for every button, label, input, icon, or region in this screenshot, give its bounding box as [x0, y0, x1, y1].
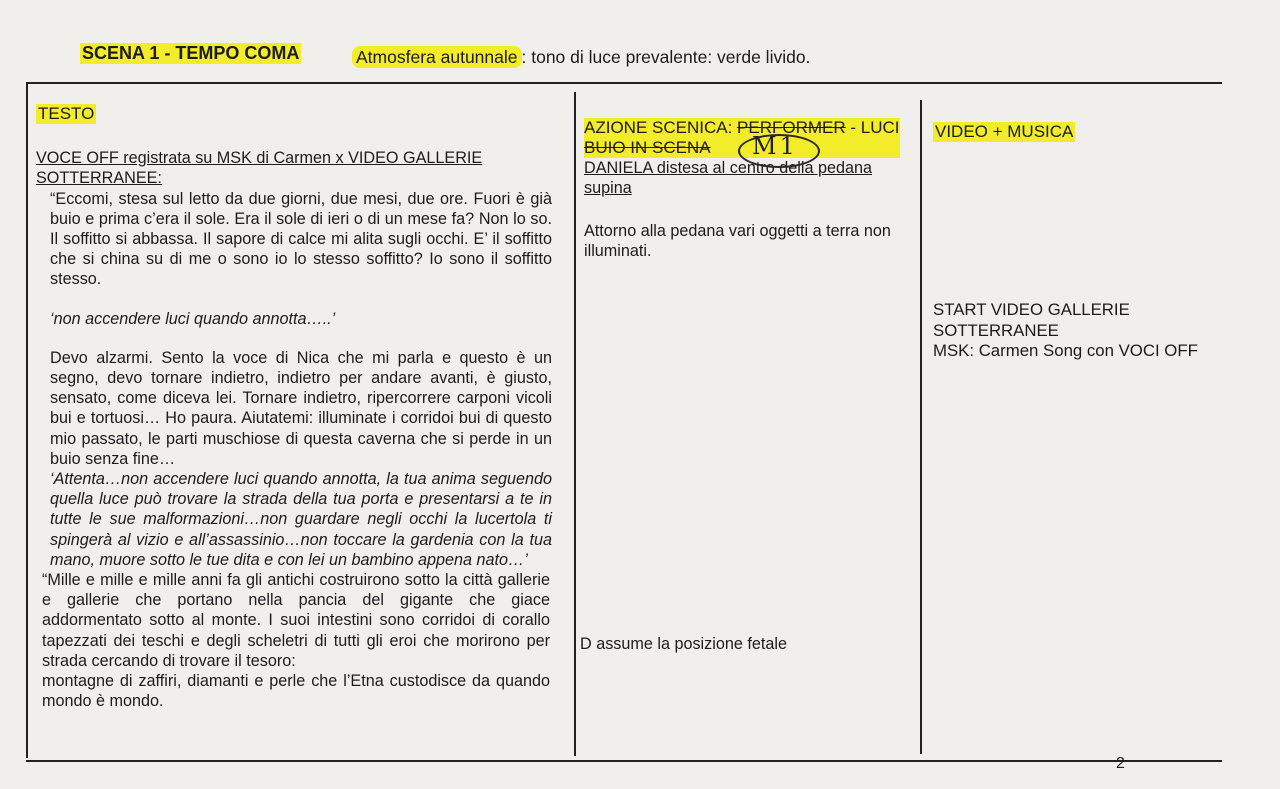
azione-header-luci: - LUCI — [845, 118, 900, 137]
paragraph-eccomi: “Eccomi, stesa sul letto da due giorni, due mesi, due ore. Fuori è già buio e prima c’era il sole. Era il sole di ieri o di un mese fa? Non lo so. Il soffitto si abbassa. Il sapore di calce mi alita sugli occhi. E’ il soffitto che si china su di me o sono io lo stesso soffitto? Io sono il soffitto stesso. — [50, 189, 552, 289]
atmosphere-label: Atmosfera autunnale — [352, 46, 522, 68]
testo-column — [36, 104, 552, 711]
azione-header-title: AZIONE SCENICA: — [584, 118, 738, 137]
paragraph-devo-alzarmi: Devo alzarmi. Sento la voce di Nica che mi parla e questo è un segno, devo tornare indietro, indietro per andare avanti, è giusto, sensato, come diceva lei. Tornare indietro, ripercorrere carponi vicoli bui e tortuosi… Ho paura. Aiutatemi: illuminate i corridoi bui di questo mio passato, le parti muschiose di questa caverna che si perde in un buio senza fine… — [50, 348, 552, 468]
paragraph-mille-anni: “Mille e mille e mille anni fa gli antichi costruirono sotto la città gallerie e gallerie che portano nella pancia del gigante che giace addormentato sotto al monte. I suoi intestini sono corridoi di corallo tapezzati dei teschi e degli scheletri di tutti gli eroi che morirono per strada cercando di trovare il tesoro: — [42, 571, 550, 670]
azione-daniela: DANIELA distesa al centro della pedana supina — [584, 159, 872, 198]
video-header: VIDEO + MUSICA — [935, 122, 1074, 141]
voice-off-intro: VOCE OFF registrata su MSK di Carmen x VIDEO GALLERIE SOTTERRANEE: — [36, 149, 483, 188]
table-border-left — [26, 82, 28, 758]
quote-non-accendere: ‘non accendere luci quando annotta…..’ — [50, 309, 336, 328]
paragraph-montagne: montagne di zaffiri, diamanti e perle che l’Etna custodisce da quando mondo è mondo. — [42, 672, 550, 711]
azione-oggetti: Attorno alla pedana vari oggetti a terra non illuminati. — [584, 221, 891, 260]
quote-attenta: ‘Attenta…non accendere luci quando annotta, la tua anima seguendo quella luce può trovare la strada della tua porta e presentarsi a te in tutte le sue malformazioni…non guardare negli occhi la lucertola ti spingerà al vizio e all’assassinio…non toccare la gardenia con la tua mano, muore sotto le tue dita e con lei un bambino appena nato…’ — [50, 470, 552, 569]
column-divider-1 — [574, 92, 576, 756]
video-start-gallerie: START VIDEO GALLERIE SOTTERRANEE — [933, 300, 1130, 340]
page-number: 2 — [1116, 755, 1125, 772]
atmosphere-text: : tono di luce prevalente: verde livido. — [521, 47, 811, 67]
handwritten-m1-annotation: M1 — [752, 132, 798, 160]
testo-header: TESTO — [38, 104, 95, 123]
video-column — [933, 122, 1218, 362]
azione-header-struck-buio: BUIO IN SCENA — [584, 138, 711, 157]
video-msk-carmen: MSK: Carmen Song con VOCI OFF — [933, 341, 1198, 361]
atmosphere-line — [352, 47, 810, 68]
column-divider-2 — [920, 100, 922, 754]
scene-title: SCENA 1 - TEMPO COMA — [82, 43, 300, 63]
azione-header-struck-performer: PERFORMER — [737, 118, 846, 137]
azione-posizione-fetale: D assume la posizione fetale — [580, 635, 787, 653]
